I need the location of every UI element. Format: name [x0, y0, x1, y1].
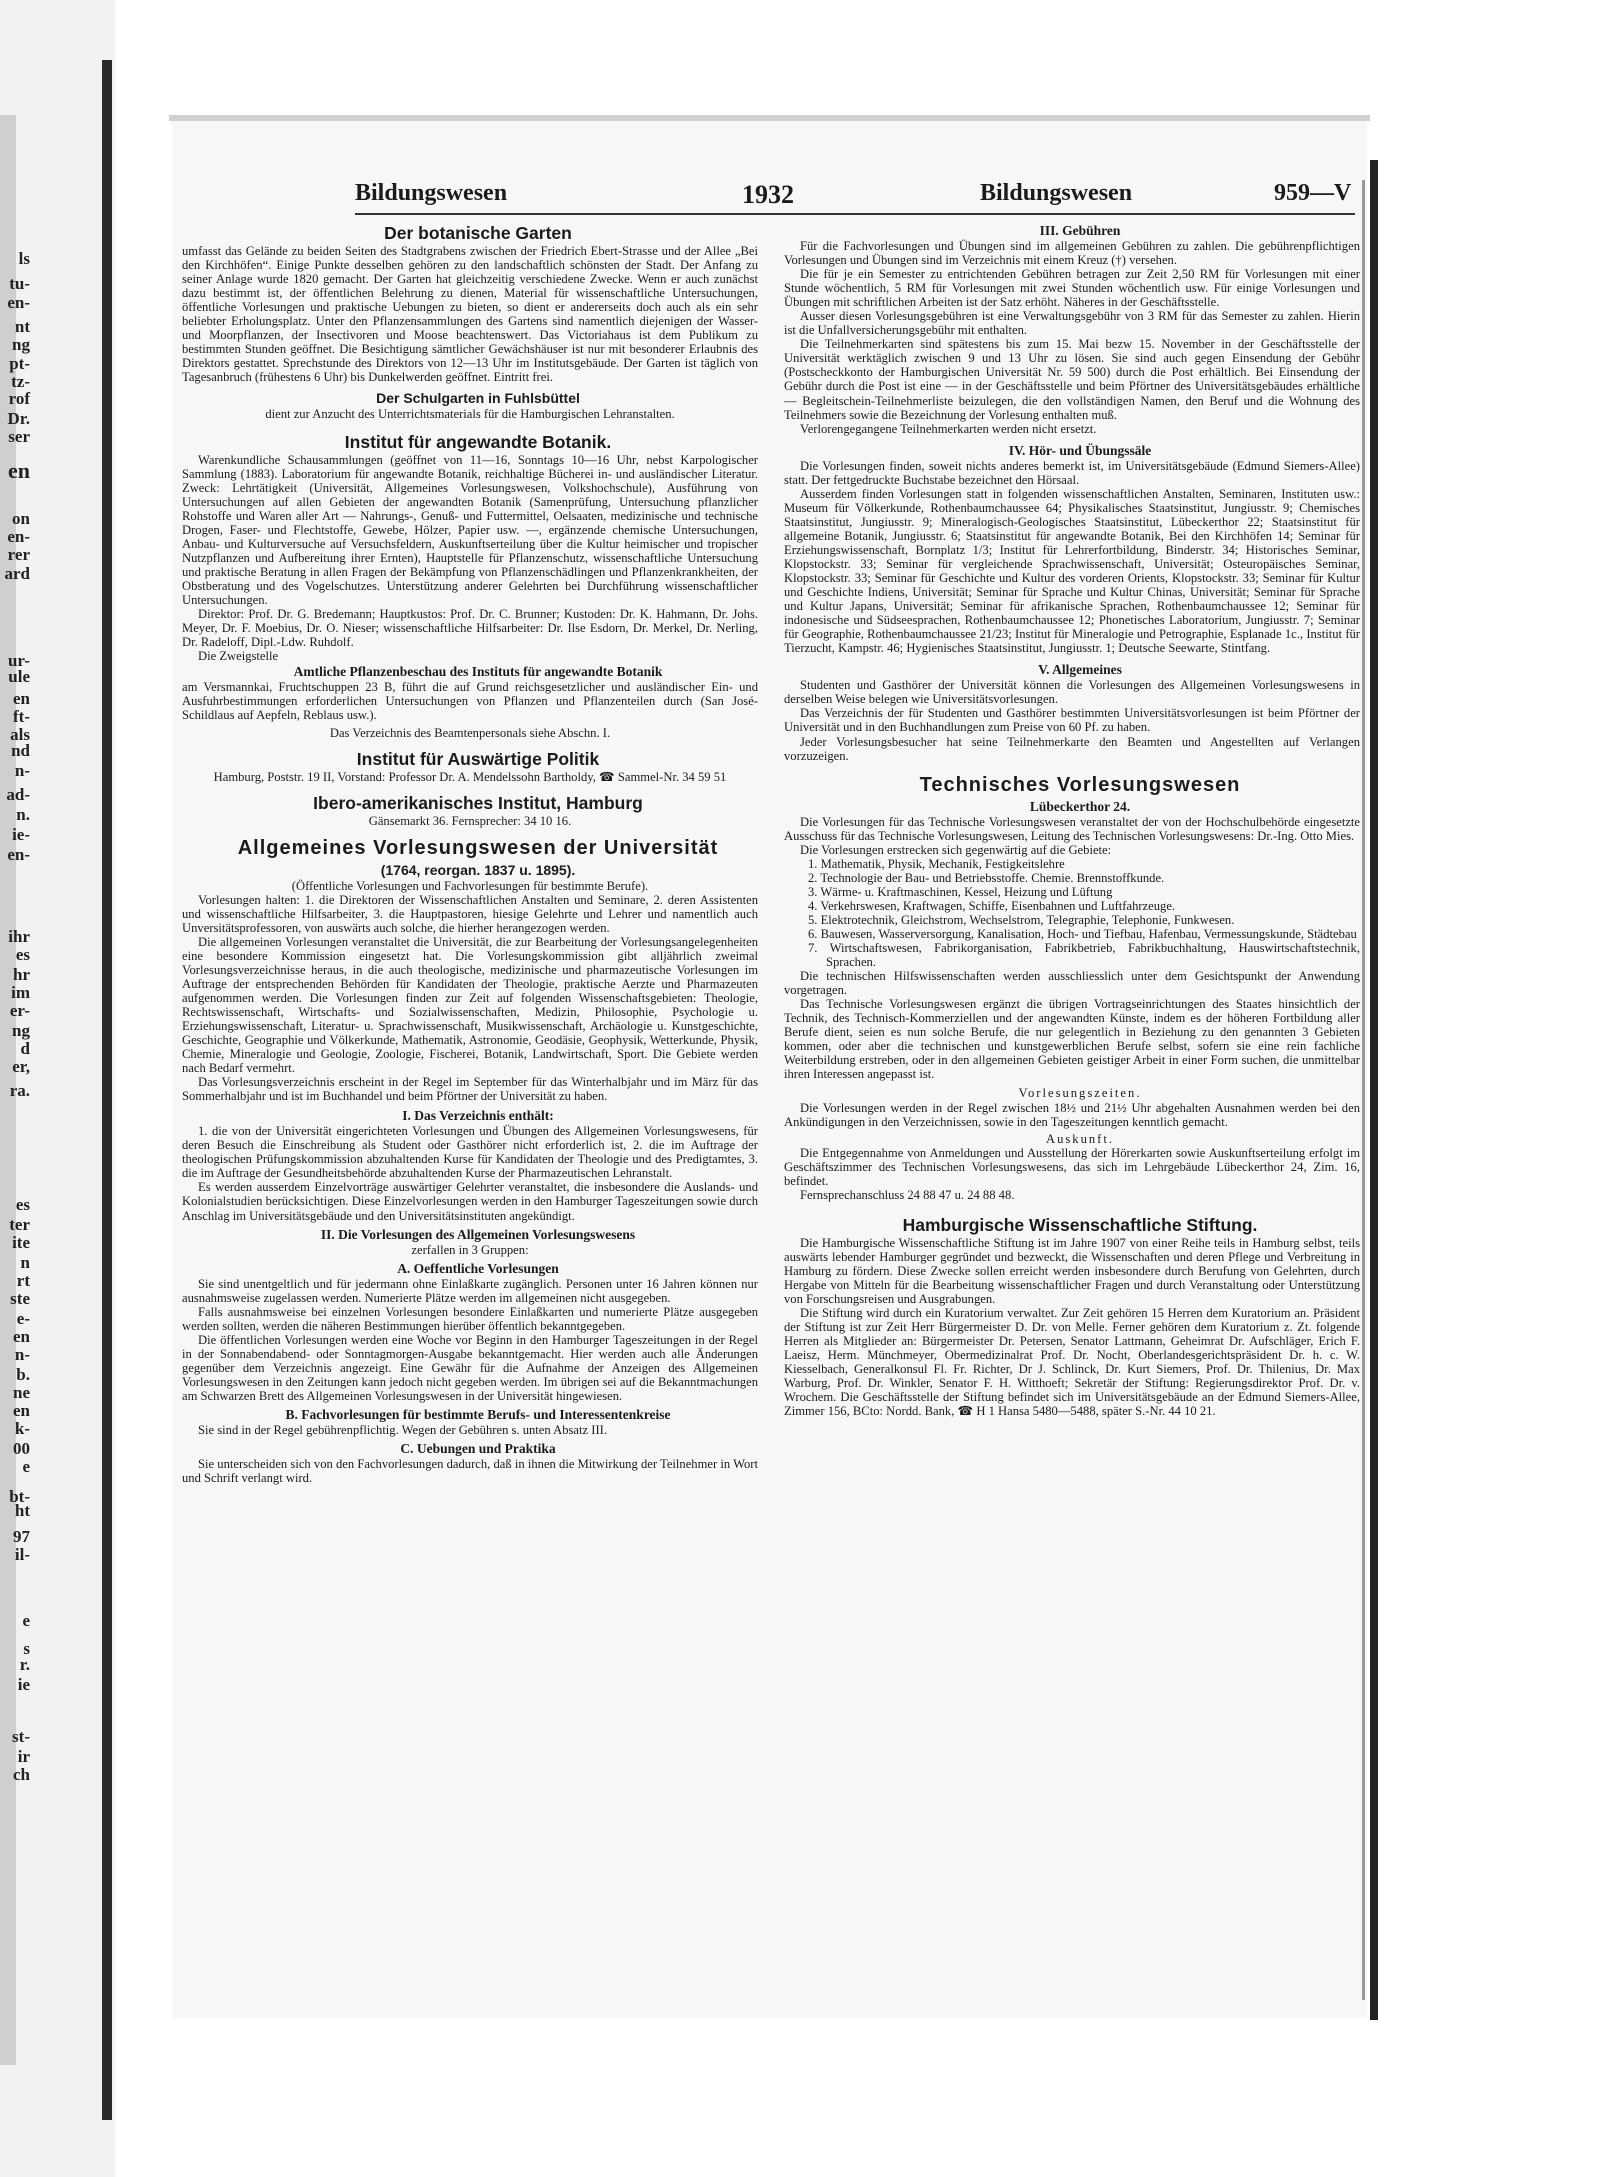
- fragment-text: ihr: [8, 927, 30, 946]
- paragraph: Die Vorlesungen werden in der Regel zwischen 18½ und 21½ Uhr abgehalten Ausnahmen werden bei den Ankündigungen in den Verzeichnissen, sowie in den Tageszeitungen kenntlich gemacht.: [784, 1100, 1360, 1129]
- section-heading: B. Fachvorlesungen für bestimmte Berufs- und Interessentenkreise: [285, 1407, 671, 1423]
- fragment-text: im: [11, 983, 30, 1002]
- section-heading: Institut für angewandte Botanik.: [344, 431, 612, 452]
- fragment-text: pt-: [9, 354, 30, 373]
- paragraph: zerfallen in 3 Gruppen:: [411, 1242, 529, 1257]
- section-heading: A. Oeffentliche Vorlesungen: [397, 1260, 559, 1276]
- paragraph: (Öffentliche Vorlesungen und Fachvorlesungen für bestimmte Berufe).: [291, 878, 649, 893]
- paragraph: Die Entgegennahme von Anmeldungen und Ausstellung der Hörerkarten sowie Auskunftserteilung erfolgt im Geschäftszimmer des Technischen Vorlesungswesens, das sich im Lehrgebäude Lübeckerthor 24, Zim. 16, befindet.: [784, 1145, 1360, 1188]
- fragment-text: en: [13, 1327, 30, 1346]
- paragraph: Ausserdem finden Vorlesungen statt in folgenden wissenschaftlichen Anstalten, Seminaren, Instituten usw.: Museum für Völkerkunde, Rothenbaumchaussee 64; Physikalisches Staatsinstitut, Jungiusstr. 9; Chemisches Staatsinstitut, Jungiusstr. 9; Mineralogisch-Geologisches Staatsinstitut, Lübeckerthor 22; Staatsinstitut für allgemeine Botanik, Jungiusstr. 6; Staatsinstitut für angewandte Botanik, Bei den Kirchhöfen 14; Seminar für Erziehungswissenschaft, Bornplatz 1/3; Institut für Lehrerfortbildung, Binderstr. 34; Historisches Seminar, Klopstockstr. 33; Seminar für vergleichende Sprachwissenschaft, Universität; Osteuropäisches Seminar, Klopstockstr. 33; Seminar für Geschichte und Kultur des vorderen Orients, Klopstockstr. 33; Seminar für Kultur und Geschichte Indiens, Universität; Seminar für Sprache und Kultur Chinas, Universität; Seminar für Sprache und Kultur Japans, Universität; Seminar für afrikanische Sprachen, Rothenbaumchaussee 12; Seminar für indonesische und Südseesprachen, Rothenbaumchaussee 12; Phonetisches Laboratorium, Jungiusstr. 7; Seminar für Geographie, Rothenbaumchaussee 21/23; Institut für Mineralogie und Petrographie, Esplanade 1c., Institut für Tierzucht, Kampstr. 46; Hygienisches Staatsinstitut, Jungiusstr. 1; Deutsche Seewarte, Stintfang.: [784, 486, 1360, 656]
- section-heading: C. Uebungen und Praktika: [400, 1441, 556, 1457]
- fragment-text: en: [13, 689, 30, 708]
- list-item: 7. Wirtschaftswesen, Fabrikorganisation, Fabrikbetrieb, Fabrikbuchhaltung, Hauswirtschaftstechnik, Sprachen.: [808, 941, 1360, 970]
- fragment-text: nt: [14, 317, 30, 336]
- fragment-text: als: [10, 725, 30, 744]
- subheading: Vorlesungszeiten.: [1018, 1086, 1142, 1101]
- paragraph: Falls ausnahmsweise bei einzelnen Vorlesungen besondere Einlaßkarten und numerierte Plätze ausgegeben werden sollten, werden die näheren Bestimmungen hierüber öffentlich bekanntgegeben.: [182, 1304, 758, 1333]
- paragraph: Sie sind in der Regel gebührenpflichtig. Wegen der Gebühren s. unten Absatz III.: [198, 1423, 607, 1438]
- fragment-text: nd: [11, 741, 30, 760]
- section-heading: Hamburgische Wissenschaftliche Stiftung.: [902, 1214, 1258, 1235]
- fragment-text: n.: [16, 805, 30, 824]
- paragraph: Das Verzeichnis des Beamtenpersonals siehe Abschn. I.: [329, 726, 611, 741]
- paragraph: Die allgemeinen Vorlesungen veranstaltet die Universität, die zur Bearbeitung der Vorlesungsangelegenheiten eine besondere Kommission eingesetzt hat. Die Vorlesungskommission gibt alljährlich zweimal Vorlesungsverzeichnisse heraus, in die auch theologische, medizinische und pharmazeutische Vorlesungen im Auftrage der entsprechenden Behörden für Kandidaten der Theologie, praktische Aerzte und Pharmazeuten aufgenommen werden. Die Vorlesungen finden zur Zeit auf folgenden Wissenschaftsgebieten: Theologie, Rechtswissenschaft, Wirtschafts- und Sozialwissenschaften, Medizin, Philosophie, Psychologie u. Erziehungswissenschaft, Literatur- u. Sprachwissenschaft, Musikwissenschaft, Archäologie u. Kunstgeschichte, Geschichte, Geographie und Völkerkunde, Mathematik, Astronomie, Geodäsie, Geophysik, Wetterkunde, Physik, Chemie, Mineralogie und Geologie, Zoologie, Fischerei, Botanik, Landwirtschaft, Sport. Die Gebiete werden nach Bedarf vermehrt.: [182, 934, 758, 1076]
- fragment-text: n: [20, 1253, 30, 1272]
- fragment-text: d: [20, 1039, 30, 1058]
- paragraph: Das Vorlesungsverzeichnis erscheint in der Regel im September für das Winterhalbjahr und im März für das Sommerhalbjahr und ist im Buchhandel und beim Pförtner der Universität zu haben.: [182, 1075, 758, 1104]
- fragment-text: ie-: [12, 825, 30, 844]
- fragment-text: en-: [7, 527, 30, 546]
- section-heading: III. Gebühren: [1039, 223, 1121, 238]
- fragment-text: er-: [9, 1001, 30, 1020]
- paragraph: Die Stiftung wird durch ein Kuratorium verwaltet. Zur Zeit gehören 15 Herren dem Kuratorium an. Präsident der Stiftung ist zur Zeit Herr Bürgermeister D. Dr. von Melle. Ferner gehören dem Kuratorium z. Zt. folgende Herren als Mitglieder an: Bürgermeister Dr. Petersen, Senator Lattmann, Geheimrat Dr. Aufschläger, Erich F. Laeisz, Herm. Münchmeyer, Obermedizinalrat Prof. Dr. Nocht, Oberlandesgerichtspräsident Dr. h. c. W. Kiesselbach, Generalkonsul Fl. Fr. Richter, Dr J. Schlinck, Dr. Kurt Siemers, Prof. Dr. Thilenius, Dr. Max Warburg, Prof. Dr. Winkler, Senator F. H. Witthoeft; Sekretär der Stiftung: Regierungsdirektor Prof. Dr. v. Wrochem. Die Geschäftsstelle der Stiftung befindet sich im Universitätsgebäude an der Edmund Siemers-Allee, Zimmer 156, BCto: Nordd. Bank, ☎ H 1 Hansa 5480—5488, später S.-Nr. 44 10 21.: [784, 1306, 1360, 1419]
- section-heading: Institut für Auswärtige Politik: [356, 749, 600, 770]
- section-heading: Der botanische Garten: [384, 223, 572, 243]
- fragment-text: ch: [13, 1765, 30, 1784]
- fragment-text: ra.: [9, 1081, 30, 1100]
- paragraph: Die Teilnehmerkarten sind spätestens bis zum 15. Mai bezw 15. November in der Geschäftsstelle der Universität werktäglich zwischen 9 und 13 Uhr zu lösen. Sie sind auch gegen Einsendung der Gebühr (Postscheckkonto der Hamburgischen Universität Nr. 59 500) durch die Post erhältlich. Bei Einsendung der Gebühr durch die Post ist eine — in der Geschäftsstelle und beim Pförtner des Universitätsgebäudes erhältliche — Begleitschein-Teilnehmerliste beizulegen, die den vollständigen Namen, den Beruf und die Wohnung des Teilnehmers sowie die Bezeichnung der Vorlesung enthalten muß.: [784, 337, 1360, 422]
- section-heading: Der Schulgarten in Fuhlsbüttel: [376, 390, 580, 407]
- paragraph: Ausser diesen Vorlesungsgebühren ist eine Verwaltungsgebühr von 3 RM für das Semester zu zahlen. Hierin ist die Unfallversicherungsgebühr mit enthalten.: [784, 309, 1360, 338]
- paragraph: Das Technische Vorlesungswesen ergänzt die übrigen Vortragseinrichtungen des Staates hinsichtlich der Technik, des Technisch-Kommerziellen und der angewandten Künste, indem es der höheren Fortbildung aller Berufe dient, seien es nun solche Berufe, die nur gelegentlich in Beziehung zu den genannten 3 Gebieten kommen, oder aber die technischen und kunstgewerblichen Berufe selbst, sofern sie eine rein fachliche Weiterbildung erstreben, oder in den allgemeinen Gebieten geistiger Arbeit in einer Form suchen, die unmittelbar ihren Interessen angepasst ist.: [784, 997, 1360, 1082]
- fragment-text: ard: [4, 564, 30, 583]
- fragment-text: ht: [14, 1501, 30, 1520]
- subheading: Lübeckerthor 24.: [1029, 798, 1131, 814]
- fragment-text: es: [15, 945, 30, 964]
- fragment-text: rer: [7, 545, 30, 564]
- section-heading: I. Das Verzeichnis enthält:: [402, 1108, 554, 1124]
- list-item: 6. Bauwesen, Wasserversorgung, Kanalisation, Hoch- und Tiefbau, Hafenbau, Vermessungskunde, Städtebau: [808, 926, 1357, 941]
- paragraph: Warenkundliche Schausammlungen (geöffnet von 11—16, Sonntags 10—16 Uhr, nebst Karpologischer Sammlung (1883). Laboratorium für angewandte Botanik, reichhaltige Bücherei in- und ausländischer Literatur. Zweck: Lehrtätigkeit (Universität, Allgemeines Vorlesungswesen, Volkshochschule), Ausführung von Untersuchungen auf allen Gebieten der angewandten Botanik (Samenprüfung, Untersuchung pflanzlicher Rohstoffe und Waren aller Art — Nahrungs-, Genuß- und Futtermittel, Oelsaaten, medizinische und technische Drogen, Faser- und Flechtstoffe, Gewebe, Hölzer, Papier usw. —, ergänzende chemische Untersuchungen, Anbau- und Kulturversuche auf Versuchsfeldern, Auskunftserteilung über die Kultur heimischer und tropischer Nutzpflanzen und Aufbereitung ihrer Ernten), Hauptstelle für Pflanzenschutz, wissenschaftliche Untersuchung und praktische Beratung in allen Fragen der Bekämpfung von Pflanzenschädlingen und Pflanzenkrankheiten, der Obstberatung und des Vogelschutzes. Unterstützung anderer Gelehrten bei Durchführung wissenschaftlicher Untersuchungen.: [182, 452, 758, 607]
- section-heading: II. Die Vorlesungen des Allgemeinen Vorlesungswesens: [320, 1226, 636, 1242]
- previous-page-edge: [0, 0, 115, 2177]
- fragment-text: ser: [8, 427, 30, 446]
- paragraph: Die Hamburgische Wissenschaftliche Stiftung ist im Jahre 1907 von einer Reihe teils in Hamburg selbst, teils auswärts lebender Hamburger gegründet und bezweckt, die Wissenschaften und deren Pflege und Verbreitung in Hamburg zu fördern. Diese Zwecke sollen erreicht werden insbesondere durch Berufung von Gelehrten, durch Hergabe von Mitteln für die Bearbeitung wissenschaftlicher Fragen und durch Veranstaltung oder Unterstützung von Forschungsreisen und Ausgrabungen.: [784, 1235, 1360, 1307]
- paragraph: Gänsemarkt 36. Fernsprecher: 34 10 16.: [368, 814, 572, 829]
- fragment-text: n-: [14, 1345, 30, 1364]
- binding-gutter: [102, 60, 112, 2120]
- fragment-text: on: [12, 509, 30, 528]
- paragraph: Hamburg, Poststr. 19 II, Vorstand: Professor Dr. A. Mendelssohn Bartholdy, ☎ Sammel-Nr. 34 59 51: [213, 770, 727, 785]
- paragraph: Die für je ein Semester zu entrichtenden Gebühren betragen zur Zeit 2,50 RM für Vorlesungen mit einer Stunde wöchentlich, 5 RM für Vorlesungen mit zwei Stunden wöchentlich usw. Für einige Vorlesungen und Übungen mit schriftlichen Arbeiten ist der Satz erhöht. Näheres in der Geschäftsstelle.: [784, 267, 1360, 310]
- fragment-text: en: [13, 1401, 30, 1420]
- paragraph: Sie unterscheiden sich von den Fachvorlesungen dadurch, daß in ihnen die Mitwirkung der Teilnehmer in Wort und Schrift verlangt wird.: [182, 1457, 758, 1486]
- fragment-text: ft-: [13, 707, 30, 726]
- fragment-text: b.: [16, 1365, 30, 1384]
- fragment-text: en-: [7, 293, 30, 312]
- fragment-text: 00: [13, 1439, 30, 1458]
- fragment-text: ie: [17, 1675, 30, 1694]
- paragraph: Direktor: Prof. Dr. G. Bredemann; Hauptkustos: Prof. Dr. C. Brunner; Kustoden: Dr. K. Hahmann, Dr. Johs. Meyer, Dr. F. Moebius, Dr. O. Nieser; wissenschaftliche Hilfsarbeiter: Dr. Ilse Esdorn, Dr. Merkel, Dr. Nerling, Dr. Radeloff, Dipl.-Ldw. Ruhdolf.: [182, 607, 758, 650]
- paragraph: am Versmannkai, Fruchtschuppen 23 B, führt die auf Grund reichsgesetzlicher und ausländischer Ein- und Ausfuhrbestimmungen erforderlichen Untersuchungen von Pflanzen und Pflanzenteilen durch (San José-Schildlaus auf Aepfeln, Reblaus usw.).: [182, 680, 758, 723]
- page-edge-shade: [1362, 180, 1365, 2000]
- paragraph: Die Vorlesungen erstrecken sich gegenwärtig auf die Gebiete:: [800, 842, 1112, 857]
- paragraph: umfasst das Gelände zu beiden Seiten des Stadtgrabens zwischen der Friedrich Ebert-Strasse und der Allee „Bei den Kirchhöfen“. Einige Punkte desselben gehören zu den landschaftlich schönsten der Stadt. Der Anfang zu seiner Anlage wurde 1820 gemacht. Der Garten hat gleichzeitig verschiedene Zwecke. Wenn er auch zunächst dazu bestimmt ist, der öffentlichen Belehrung zu dienen, Material für wissenschaftliche Untersuchungen, öffentliche Vorlesungen und praktische Uebungen zu bieten, so dient er andererseits doch auch als ein sehr beliebter Erholungsplatz. Unter den Pflanzensammlungen des Gartens sind namentlich diejenigen der Wasser- und Moorpflanzen, der Insectivoren und Moose beachtenswert. Das Victoriahaus ist dem Publikum zu bestimmten Stunden geöffnet. Die Besichtigung sämtlicher Gewächshäuser ist nur mit besonderer Erlaubnis des Direktors gestattet. Sprechstunde des Direktors von 12—13 Uhr im Institutsgebäude. Der Garten ist täglich von Tagesanbruch (frühestens 6 Uhr) bis Dunkelwerden geöffnet. Eintritt frei.: [182, 244, 758, 385]
- paragraph: 1. die von der Universität eingerichteten Vorlesungen und Übungen des Allgemeinen Vorlesungswesens, für deren Besuch die Einschreibung als Student oder Gasthörer nicht erforderlich ist, 2. die im Auftrage der theologischen Prüfungskommission abzuhaltenden Kurse für Kandidaten der Theologie und des Predigtamtes, 3. die im Auftrage der Gesundheitsbehörde abzuhaltenden Kurse der Pharmazeutischen Lehranstalt.: [182, 1124, 758, 1181]
- paragraph: dient zur Anzucht des Unterrichtsmaterials für die Hamburgischen Lehranstalten.: [265, 407, 675, 422]
- fragment-text: es: [15, 1195, 30, 1214]
- section-heading: IV. Hör- und Übungssäle: [1008, 442, 1152, 458]
- fragment-text: en: [8, 458, 30, 483]
- section-heading: V. Allgemeines: [1038, 662, 1122, 678]
- fragment-text: rt: [16, 1271, 30, 1290]
- fragment-text: ls: [18, 249, 30, 268]
- paragraph: Jeder Vorlesungsbesucher hat seine Teilnehmerkarte den Beamten und Angestellten auf Verlangen vorzuzeigen.: [784, 734, 1360, 763]
- paragraph: Sie sind unentgeltlich und für jedermann ohne Einlaßkarte zugänglich. Personen unter 16 Jahren können nur ausnahmsweise zugelassen werden. Numerierte Plätze werden im allgemeinen nicht ausgegeben.: [182, 1276, 758, 1305]
- paragraph: Die Vorlesungen für das Technische Vorlesungswesen veranstaltet der von der Hochschulbehörde eingesetzte Ausschuss für das Technische Vorlesungswesen, Leitung des Technischen Vorlesungswesens: Dr.-Ing. Otto Mies.: [784, 814, 1360, 843]
- fragment-text: rof: [8, 389, 30, 408]
- fragment-text: ad-: [6, 785, 30, 804]
- section-heading: Ibero-amerikanisches Institut, Hamburg: [313, 793, 643, 814]
- fragment-text: ir: [17, 1747, 30, 1766]
- fragment-text: ng: [12, 1021, 30, 1040]
- fragment-text: ng: [12, 335, 30, 354]
- fragment-text: er,: [12, 1057, 30, 1076]
- fragment-text: 97: [13, 1527, 30, 1546]
- fragment-text: ur-: [7, 651, 30, 670]
- left-column: [182, 222, 758, 1485]
- subheading: (1764, reorgan. 1837 u. 1895).: [380, 861, 576, 878]
- fragment-text: il-: [14, 1545, 30, 1564]
- right-column: [784, 222, 1360, 1418]
- page-number: 959—V: [1274, 180, 1352, 206]
- paragraph: Es werden ausserdem Einzelvorträge auswärtiger Gelehrter veranstaltet, die insbesondere die Auslands- und Kolonialstudien berücksichtigen. Diese Einzelvorlesungen werden in den Hamburger Tageszeitungen sowie durch Anschlag im Universitätsgebäude und den Universitätsinstituten angekündigt.: [182, 1180, 758, 1223]
- paragraph: Das Verzeichnis der für Studenten und Gasthörer bestimmten Universitätsvorlesungen ist beim Pförtner der Universität und in den Buchhandlungen zum Preise von 60 Pf. zu haben.: [784, 706, 1360, 735]
- section-heading: Technisches Vorlesungswesen: [919, 773, 1241, 796]
- list-item: 2. Technologie der Bau- und Betriebsstoffe. Chemie. Brennstoffkunde.: [808, 870, 1165, 885]
- header-rule: [355, 213, 1355, 215]
- paragraph: Die Vorlesungen finden, soweit nichts anderes bemerkt ist, im Universitätsgebäude (Edmund Siemers-Allee) statt. Der fettgedruckte Buchstabe bezeichnet den Hörsaal.: [784, 458, 1360, 487]
- fragment-text: e: [22, 1457, 30, 1476]
- fragment-text: n-: [14, 761, 30, 780]
- fragment-text: ste: [10, 1289, 30, 1308]
- paragraph: Fernsprechanschluss 24 88 47 u. 24 88 48.: [800, 1187, 1015, 1202]
- subject-list: [784, 857, 1360, 969]
- fragment-text: Dr.: [7, 409, 30, 428]
- fragment-text: ter: [9, 1215, 30, 1234]
- paragraph: Verlorengegangene Teilnehmerkarten werden nicht ersetzt.: [800, 421, 1097, 436]
- fragment-text: r.: [19, 1655, 30, 1674]
- running-head-year: 1932: [742, 180, 794, 209]
- fragment-text: tz-: [11, 372, 30, 391]
- fragment-text: ule: [8, 667, 30, 686]
- fragment-text: hr: [13, 965, 30, 984]
- list-item: 5. Elektrotechnik, Gleichstrom, Wechselstrom, Telegraphie, Telephonie, Funkwesen.: [808, 912, 1235, 927]
- fragment-text: k-: [14, 1419, 30, 1438]
- fragment-text: ite: [12, 1233, 30, 1252]
- paragraph: Die technischen Hilfswissenschaften werden ausschliesslich unter dem Gesichtspunkt der Anwendung vorgetragen.: [784, 969, 1360, 998]
- fragment-text: e-: [16, 1309, 30, 1328]
- fragment-text: s: [23, 1639, 30, 1658]
- fragment-text: tu-: [9, 274, 30, 293]
- paragraph: Die öffentlichen Vorlesungen werden eine Woche vor Beginn in den Hamburger Tageszeitungen in der Regel in der Sonnabendabend- oder Sonntagmorgen-Ausgabe bekanntgemacht. Hier werden auch alle Änderungen gegenüber dem Verzeichnis angezeigt. Eine Gewähr für die Aufnahme der Anzeigen des Allgemeinen Vorlesungswesen in den Zeitungen kann jedoch nicht gegeben werden. Im übrigen sei auf die Bekanntmachungen am Schwarzen Brett des Allgemeinen Vorlesungswesen in der Universität hingewiesen.: [182, 1332, 758, 1403]
- list-item: 4. Verkehrswesen, Kraftwagen, Schiffe, Eisenbahnen und Luftfahrzeuge.: [808, 898, 1176, 913]
- subheading: Auskunft.: [1045, 1131, 1115, 1146]
- running-head-left: Bildungswesen: [355, 180, 508, 206]
- paragraph: Vorlesungen halten: 1. die Direktoren der Wissenschaftlichen Anstalten und Seminare, 2. deren Assistenten und wissenschaftliche Hilfsarbeiter, 3. die Hauptpastoren, hiesige Gelehrte und Lehrer und namentlich auch Unversitätsprofessoren, von auswärts auch solche, die hierher herangezogen werden.: [182, 892, 758, 935]
- fragment-text: en-: [7, 845, 30, 864]
- section-heading: Allgemeines Vorlesungswesen der Universität: [237, 836, 719, 859]
- list-item: 3. Wärme- u. Kraftmaschinen, Kessel, Heizung und Lüftung: [808, 884, 1113, 899]
- paragraph: Für die Fachvorlesungen und Übungen sind im allgemeinen Gebühren zu zahlen. Die gebührenpflichtigen Vorlesungen und Übungen sind im Verzeichnis mit einem Kreuz (†) versehen.: [784, 239, 1360, 268]
- paragraph: Studenten und Gasthörer der Universität können die Vorlesungen des Allgemeinen Vorlesungswesens in derselben Weise belegen wie Universitätsvorlesungen.: [784, 678, 1360, 707]
- fragment-text: e: [22, 1611, 30, 1630]
- paragraph: Die Zweigstelle: [198, 649, 279, 664]
- section-heading: Amtliche Pflanzenbeschau des Instituts für angewandte Botanik: [293, 664, 663, 680]
- fragment-text: ne: [13, 1383, 30, 1402]
- fragment-text: st-: [12, 1727, 30, 1746]
- page-edge-right: [1370, 160, 1378, 2020]
- list-item: 1. Mathematik, Physik, Mechanik, Festigkeitslehre: [808, 856, 1065, 871]
- running-head-right: Bildungswesen: [980, 180, 1133, 206]
- fragment-text: bt-: [9, 1487, 30, 1506]
